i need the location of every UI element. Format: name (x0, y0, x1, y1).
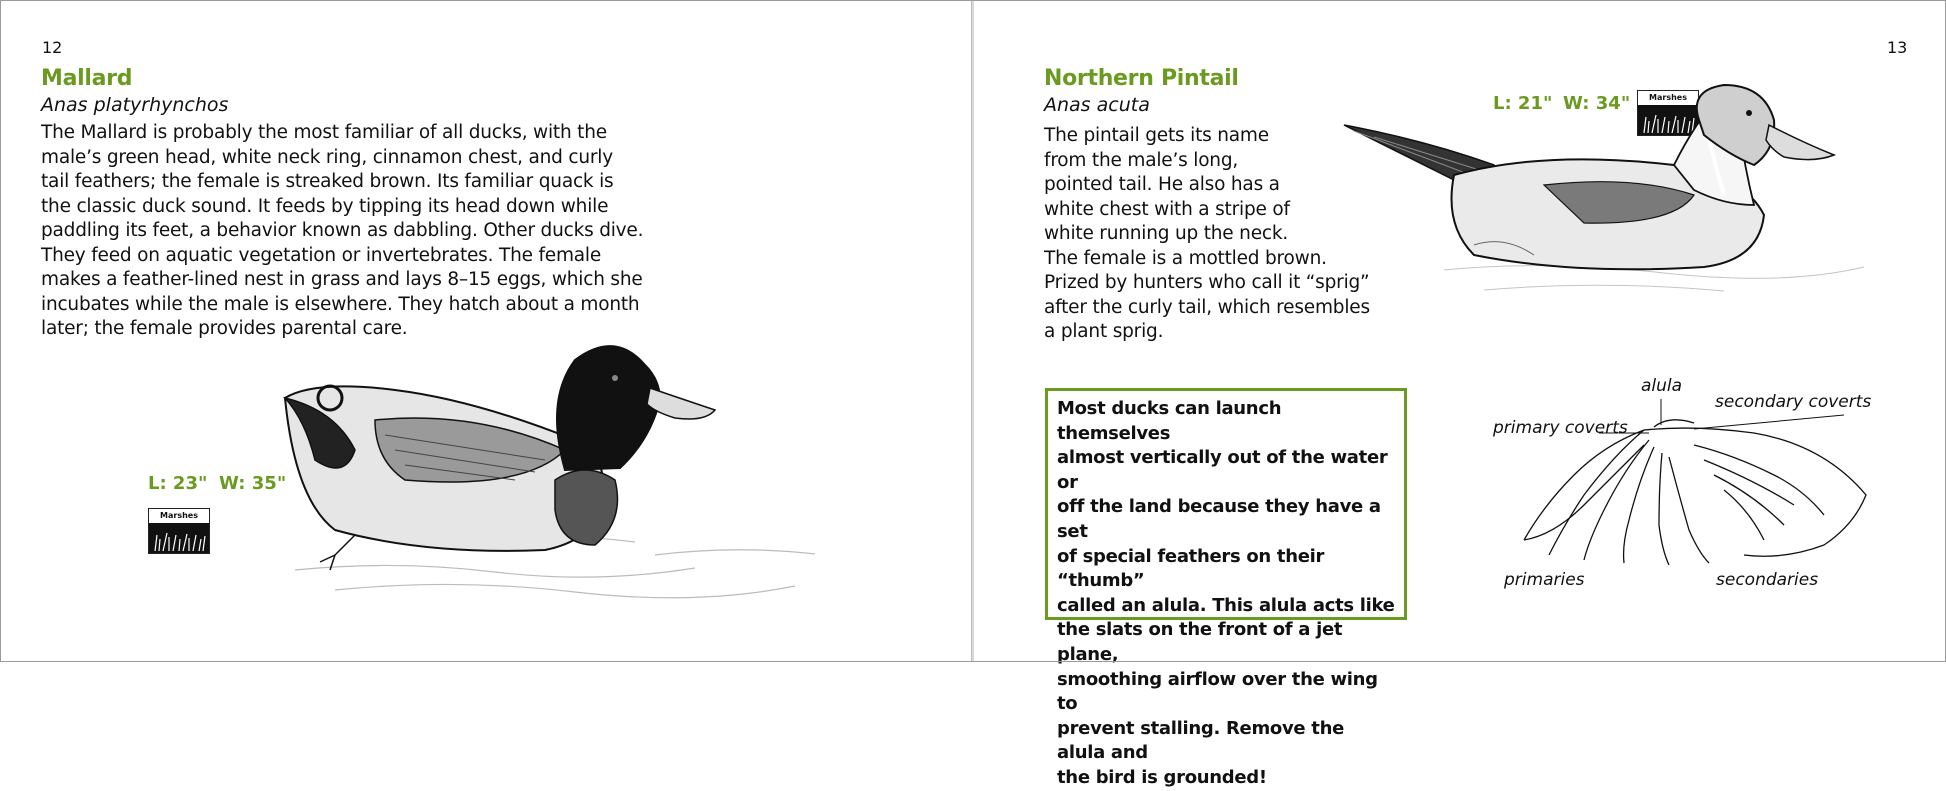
fact-box (1045, 388, 1407, 788)
description-line: The pintail gets its name (1044, 125, 1269, 146)
habitat-badge (148, 508, 210, 554)
wing-label-secondaries: secondaries (1716, 570, 1819, 590)
description-line: Prized by hunters who call it “sprig” (1044, 272, 1370, 293)
wingspan-measure: W: 34" (1563, 93, 1631, 114)
description-line: incubates while the male is elsewhere. They hatch about a month (41, 293, 640, 315)
description-line: white chest with a stripe of (1044, 198, 1290, 220)
description-line: pointed tail. He also has a (1044, 174, 1280, 195)
description-line: from the male’s long, (1044, 149, 1239, 171)
left-page (0, 0, 972, 662)
description-line: The Mallard is probably the most familiar of all ducks, with the (41, 122, 607, 143)
wing-label-secondary-coverts: secondary coverts (1715, 392, 1872, 412)
description-line: male’s green head, white neck ring, cinnamon chest, and curly (41, 146, 613, 168)
species-description (41, 121, 681, 342)
fact-line: the slats on the front of a jet plane, (1057, 619, 1343, 665)
wingspan-measure: W: 35" (219, 473, 287, 494)
species-title: Mallard (41, 66, 133, 91)
description-line: tail feathers; the female is streaked brown. Its familiar quack is (41, 171, 614, 192)
latin-name: Anas acuta (1044, 94, 1150, 116)
fact-line: Most ducks can launch themselves (1057, 398, 1282, 444)
wing-label-alula: alula (1641, 376, 1683, 396)
description-line: The female is a mottled brown. (1044, 247, 1327, 269)
marsh-grass-icon (149, 523, 209, 553)
length-measure: L: 23" (148, 473, 208, 494)
mallard-illustration-icon (275, 340, 875, 610)
fact-line: prevent stalling. Remove the alula and (1057, 717, 1345, 764)
fact-line: almost vertically out of the water or (1057, 447, 1388, 493)
description-line: paddling its feet, a behavior known as dabbling. Other ducks dive. (41, 220, 644, 241)
description-line: after the curly tail, which resembles (1044, 296, 1370, 318)
description-line: They feed on aquatic vegetation or invertebrates. The female (41, 244, 602, 266)
latin-name: Anas platyrhynchos (41, 94, 229, 116)
fact-line: the bird is grounded! (1057, 766, 1267, 788)
page-number: 12 (42, 38, 63, 57)
fact-line: called an alula. This alula acts like (1057, 594, 1395, 616)
fact-line: of special feathers on their “thumb” (1057, 545, 1325, 592)
description-line: makes a feather-lined nest in grass and lays 8–15 eggs, which she (41, 269, 643, 290)
pintail-illustration-icon (1344, 95, 1904, 315)
description-line: the classic duck sound. It feeds by tipping its head down while (41, 195, 609, 217)
fact-line: off the land because they have a set (1057, 496, 1381, 542)
habitat-label: Marshes (1638, 91, 1698, 105)
right-page (974, 0, 1946, 788)
description-line: a plant sprig. (1044, 321, 1164, 342)
length-measure: L: 21" (1493, 93, 1553, 114)
wing-diagram-icon (1494, 385, 1874, 585)
page-number: 13 (1887, 38, 1908, 57)
habitat-label: Marshes (149, 509, 209, 523)
description-line: white running up the neck. (1044, 223, 1289, 244)
fact-line: smoothing airflow over the wing to (1057, 668, 1378, 715)
species-title: Northern Pintail (1044, 66, 1239, 91)
wing-label-primary-coverts: primary coverts (1493, 418, 1628, 438)
wing-label-primaries: primaries (1504, 570, 1585, 590)
description-line: later; the female provides parental care. (41, 318, 408, 339)
